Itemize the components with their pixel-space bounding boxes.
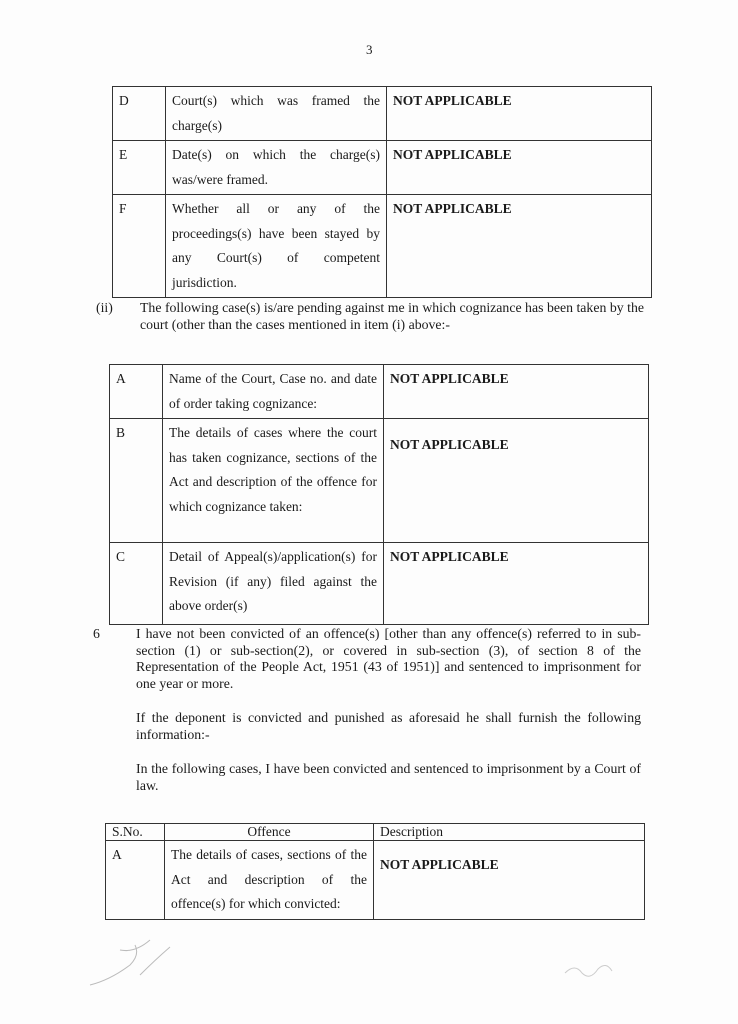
table-row (110, 365, 649, 419)
header-description: Description (374, 824, 645, 841)
table-row (106, 841, 645, 920)
page-number: 3 (366, 42, 373, 57)
table-row (113, 87, 652, 141)
row-label: F (113, 195, 166, 298)
row-value: NOT APPLICABLE (387, 87, 652, 141)
row-label: A (106, 841, 165, 920)
row-value: NOT APPLICABLE (384, 419, 649, 543)
item-6-paragraph-3: In the following cases, I have been convicted and sentenced to imprisonment by a Court of law. (136, 761, 641, 793)
row-value: NOT APPLICABLE (387, 195, 652, 298)
header-sno: S.No. (106, 824, 165, 841)
row-description: Name of the Court, Case no. and date of order taking cognizance: (163, 365, 384, 419)
row-value: NOT APPLICABLE (384, 365, 649, 419)
table-header-row (106, 824, 645, 841)
table-row (110, 543, 649, 625)
charges-table (112, 86, 652, 298)
row-description: The details of cases, sections of the Act and description of the offence(s) for which convicted: (165, 841, 374, 920)
cognizance-table (109, 364, 649, 625)
row-label: C (110, 543, 163, 625)
item-ii-text: The following case(s) is/are pending against me in which cognizance has been taken by the court (other than the cases mentioned in item (i) above:- (140, 300, 644, 332)
item-6-marker: 6 (93, 626, 100, 641)
row-value: NOT APPLICABLE (387, 141, 652, 195)
item-ii-marker: (ii) (96, 300, 113, 315)
item-6-paragraph-1: I have not been convicted of an offence(s) [other than any offence(s) referred to in sub-section (1) or sub-section(2), or covered in sub-section (3), of section 8 of the Representation of the People Act, 1951 (43 of 1951)] and sentenced to imprisonment for one year or more. (136, 626, 641, 691)
row-label: E (113, 141, 166, 195)
convictions-table (105, 823, 645, 920)
row-description: Court(s) which was framed the charge(s) (166, 87, 387, 141)
table-row (113, 141, 652, 195)
table-row (113, 195, 652, 298)
initials-mark (560, 955, 620, 985)
item-6-paragraph-2: If the deponent is convicted and punished as aforesaid he shall furnish the following information:- (136, 710, 641, 742)
row-description: Whether all or any of the proceedings(s) have been stayed by any Court(s) of competent jurisdiction. (166, 195, 387, 298)
row-label: B (110, 419, 163, 543)
signature-mark (80, 925, 190, 995)
row-description: The details of cases where the court has taken cognizance, sections of the Act and description of the offence for which cognizance taken: (163, 419, 384, 543)
row-value: NOT APPLICABLE (384, 543, 649, 625)
row-description: Date(s) on which the charge(s) was/were framed. (166, 141, 387, 195)
row-label: A (110, 365, 163, 419)
table-row (110, 419, 649, 543)
row-label: D (113, 87, 166, 141)
row-description: Detail of Appeal(s)/application(s) for Revision (if any) filed against the above order(s) (163, 543, 384, 625)
row-value: NOT APPLICABLE (374, 841, 645, 920)
header-offence: Offence (165, 824, 374, 841)
